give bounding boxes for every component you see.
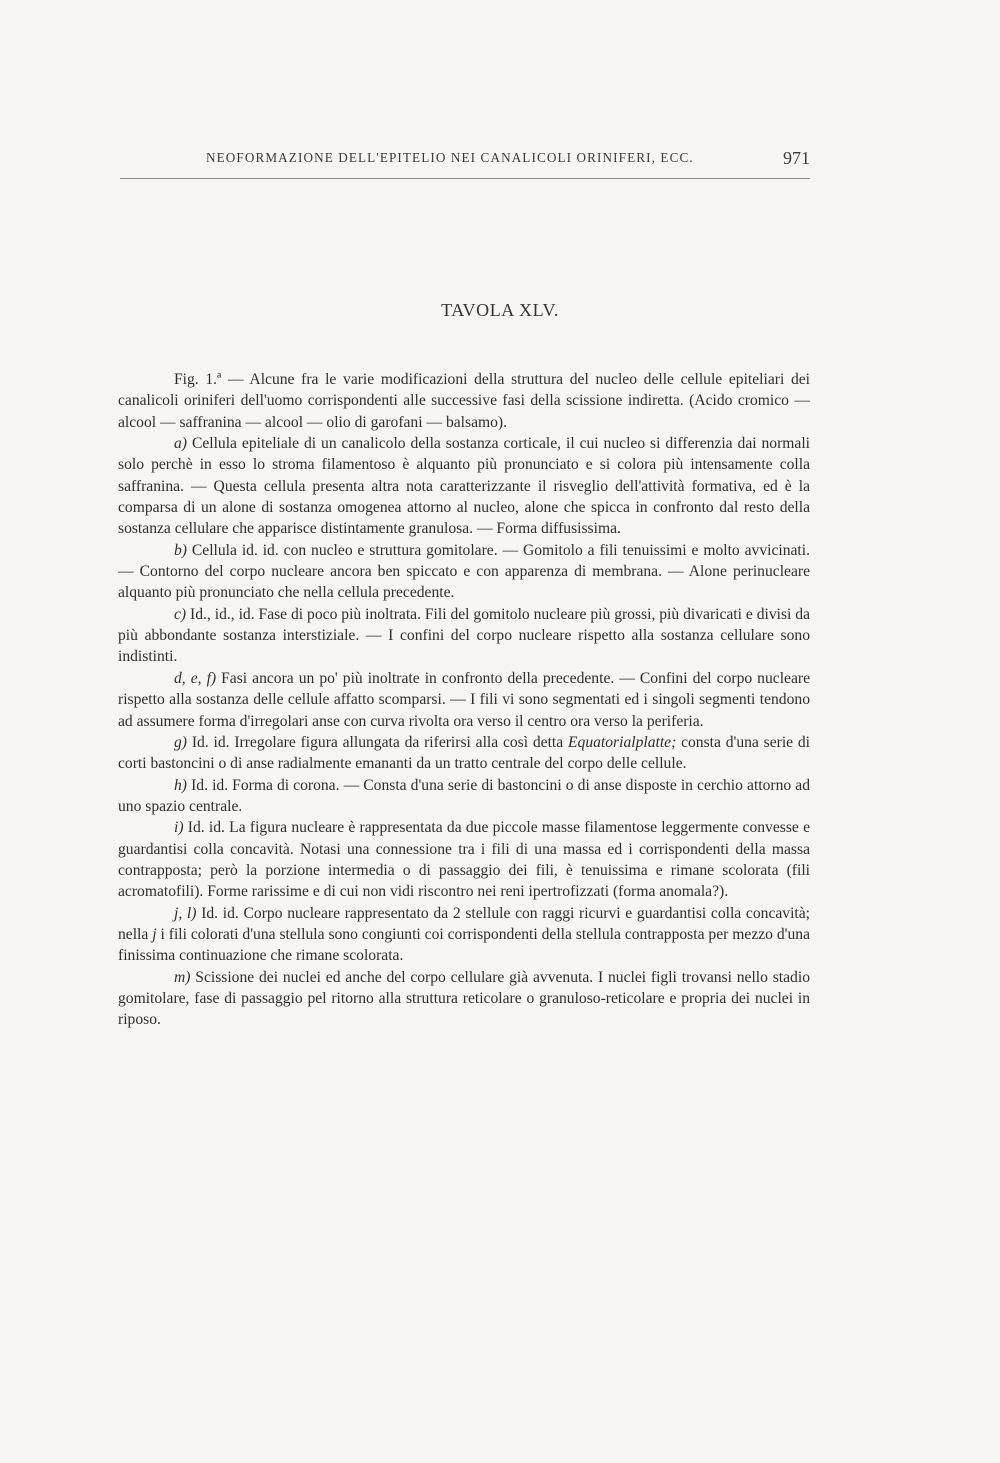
paragraph-jl: j, l) Id. id. Corpo nucleare rappresentato da 2 stellule con raggi ricurvi e guardantisi colla concavità; nella j i fili colorati d'una stellula sono congiunti coi corrispondenti della stellula contrapposta per mezzo d'una finissima continuazione che rimane scolorata.	[118, 904, 811, 965]
item-label: g)	[174, 733, 187, 751]
item-label: a)	[174, 435, 187, 453]
running-head: NEOFORMAZIONE DELL'EPITELIO NEI CANALICOLI ORINIFERI, ECC.	[206, 150, 694, 165]
item-label: j, l)	[174, 904, 197, 922]
item-label: m)	[174, 968, 191, 986]
paragraph-g: g) Id. id. Irregolare figura allungata da riferirsi alla così detta Equatorialplatte; consta d'una serie di corti bastoncini o di anse radialmente emananti da un tratto centrale del corpo delle cellule.	[118, 733, 811, 773]
paragraph-fig1: Fig. 1.ª — Alcune fra le varie modificazioni della struttura del nucleo delle cellule epiteliari dei canalicoli oriniferi dell'uomo corrispondenti alle successive fasi della scissione indiretta. (Acido cromico — alcool — saffranina — alcool — olio di garofani — balsamo).	[118, 371, 810, 431]
italic-term: j	[152, 925, 157, 943]
item-label: b)	[174, 541, 187, 559]
page-header	[120, 148, 810, 174]
page-number: 971	[783, 148, 810, 168]
item-label: i)	[174, 819, 184, 837]
paragraph-i: i) Id. id. La figura nucleare è rappresentata da due piccole masse filamentose leggermente convesse e guardantisi colla concavità. Notasi una connessione tra i fili di una massa ed i corrispondenti della massa contrapposta; però la porzione intermedia o di passaggio dei fili, è tenuissima e rimane scolorata (fili acromatofili). Forme rarissime e di cui non vidi riscontro nei reni ipertrofizzati (forma anomala?).	[118, 819, 810, 901]
paragraph-b: b) Cellula id. id. con nucleo e struttura gomitolare. — Gomitolo a fili tenuissimi e molto avvicinati. — Contorno del corpo nucleare ancora ben spiccato e con apparenza di membrana. — Alone perinucleare alquanto più pronunciato che nella cellula precedente.	[118, 541, 810, 602]
paragraph-m: m) Scissione dei nuclei ed anche del corpo cellulare già avvenuta. I nuclei figli trovansi nello stadio gomitolare, fase di passaggio pel ritorno alla struttura reticolare o granuloso-reticolare e propria dei nuclei in riposo.	[118, 968, 810, 1029]
paragraph-a: a) Cellula epiteliale di un canalicolo della sostanza corticale, il cui nucleo si differenzia dai normali solo perchè in esso lo stroma filamentoso è alquanto più pronunciato e si colora più intensamente colla saffranina. — Questa cellula presenta altra nota caratterizzante il risveglio dell'attività formativa, ed è la comparsa di un alone di sostanza omogenea attorno al nucleo, alone che spicca in confronto dal resto della sostanza cellulare che apparisce distintamente granulosa. — Forma diffusissima.	[118, 435, 811, 538]
paragraph-def: d, e, f) Fasi ancora un po' più inoltrate in confronto della precedente. — Confini del corpo nucleare rispetto alla sostanza delle cellule affatto scomparsi. — I fili vi sono segmentati ed i singoli segmenti tendono ad assumere forma d'irregolari anse con curva rivolta ora verso il centro ora verso la periferia.	[118, 669, 810, 730]
item-label: c)	[174, 605, 187, 623]
item-label: d, e, f)	[174, 669, 217, 687]
italic-term: Equatorialplatte;	[568, 733, 677, 751]
paragraph-c: c) Id., id., id. Fase di poco più inoltrata. Fili del gomitolo nucleare più grossi, più divaricati e divisi da più abbondante sostanza interstiziale. — I confini del corpo nucleare rispetto alla sostanza cellulare sono indistinti.	[118, 605, 810, 666]
paragraph-h: h) Id. id. Forma di corona. — Consta d'una serie di bastoncini o di anse disposte in cerchio attorno ad uno spazio centrale.	[118, 776, 810, 815]
header-rule	[120, 178, 810, 179]
body-text	[118, 369, 810, 1031]
item-label: h)	[174, 776, 187, 794]
plate-title: TAVOLA XLV.	[441, 300, 559, 320]
